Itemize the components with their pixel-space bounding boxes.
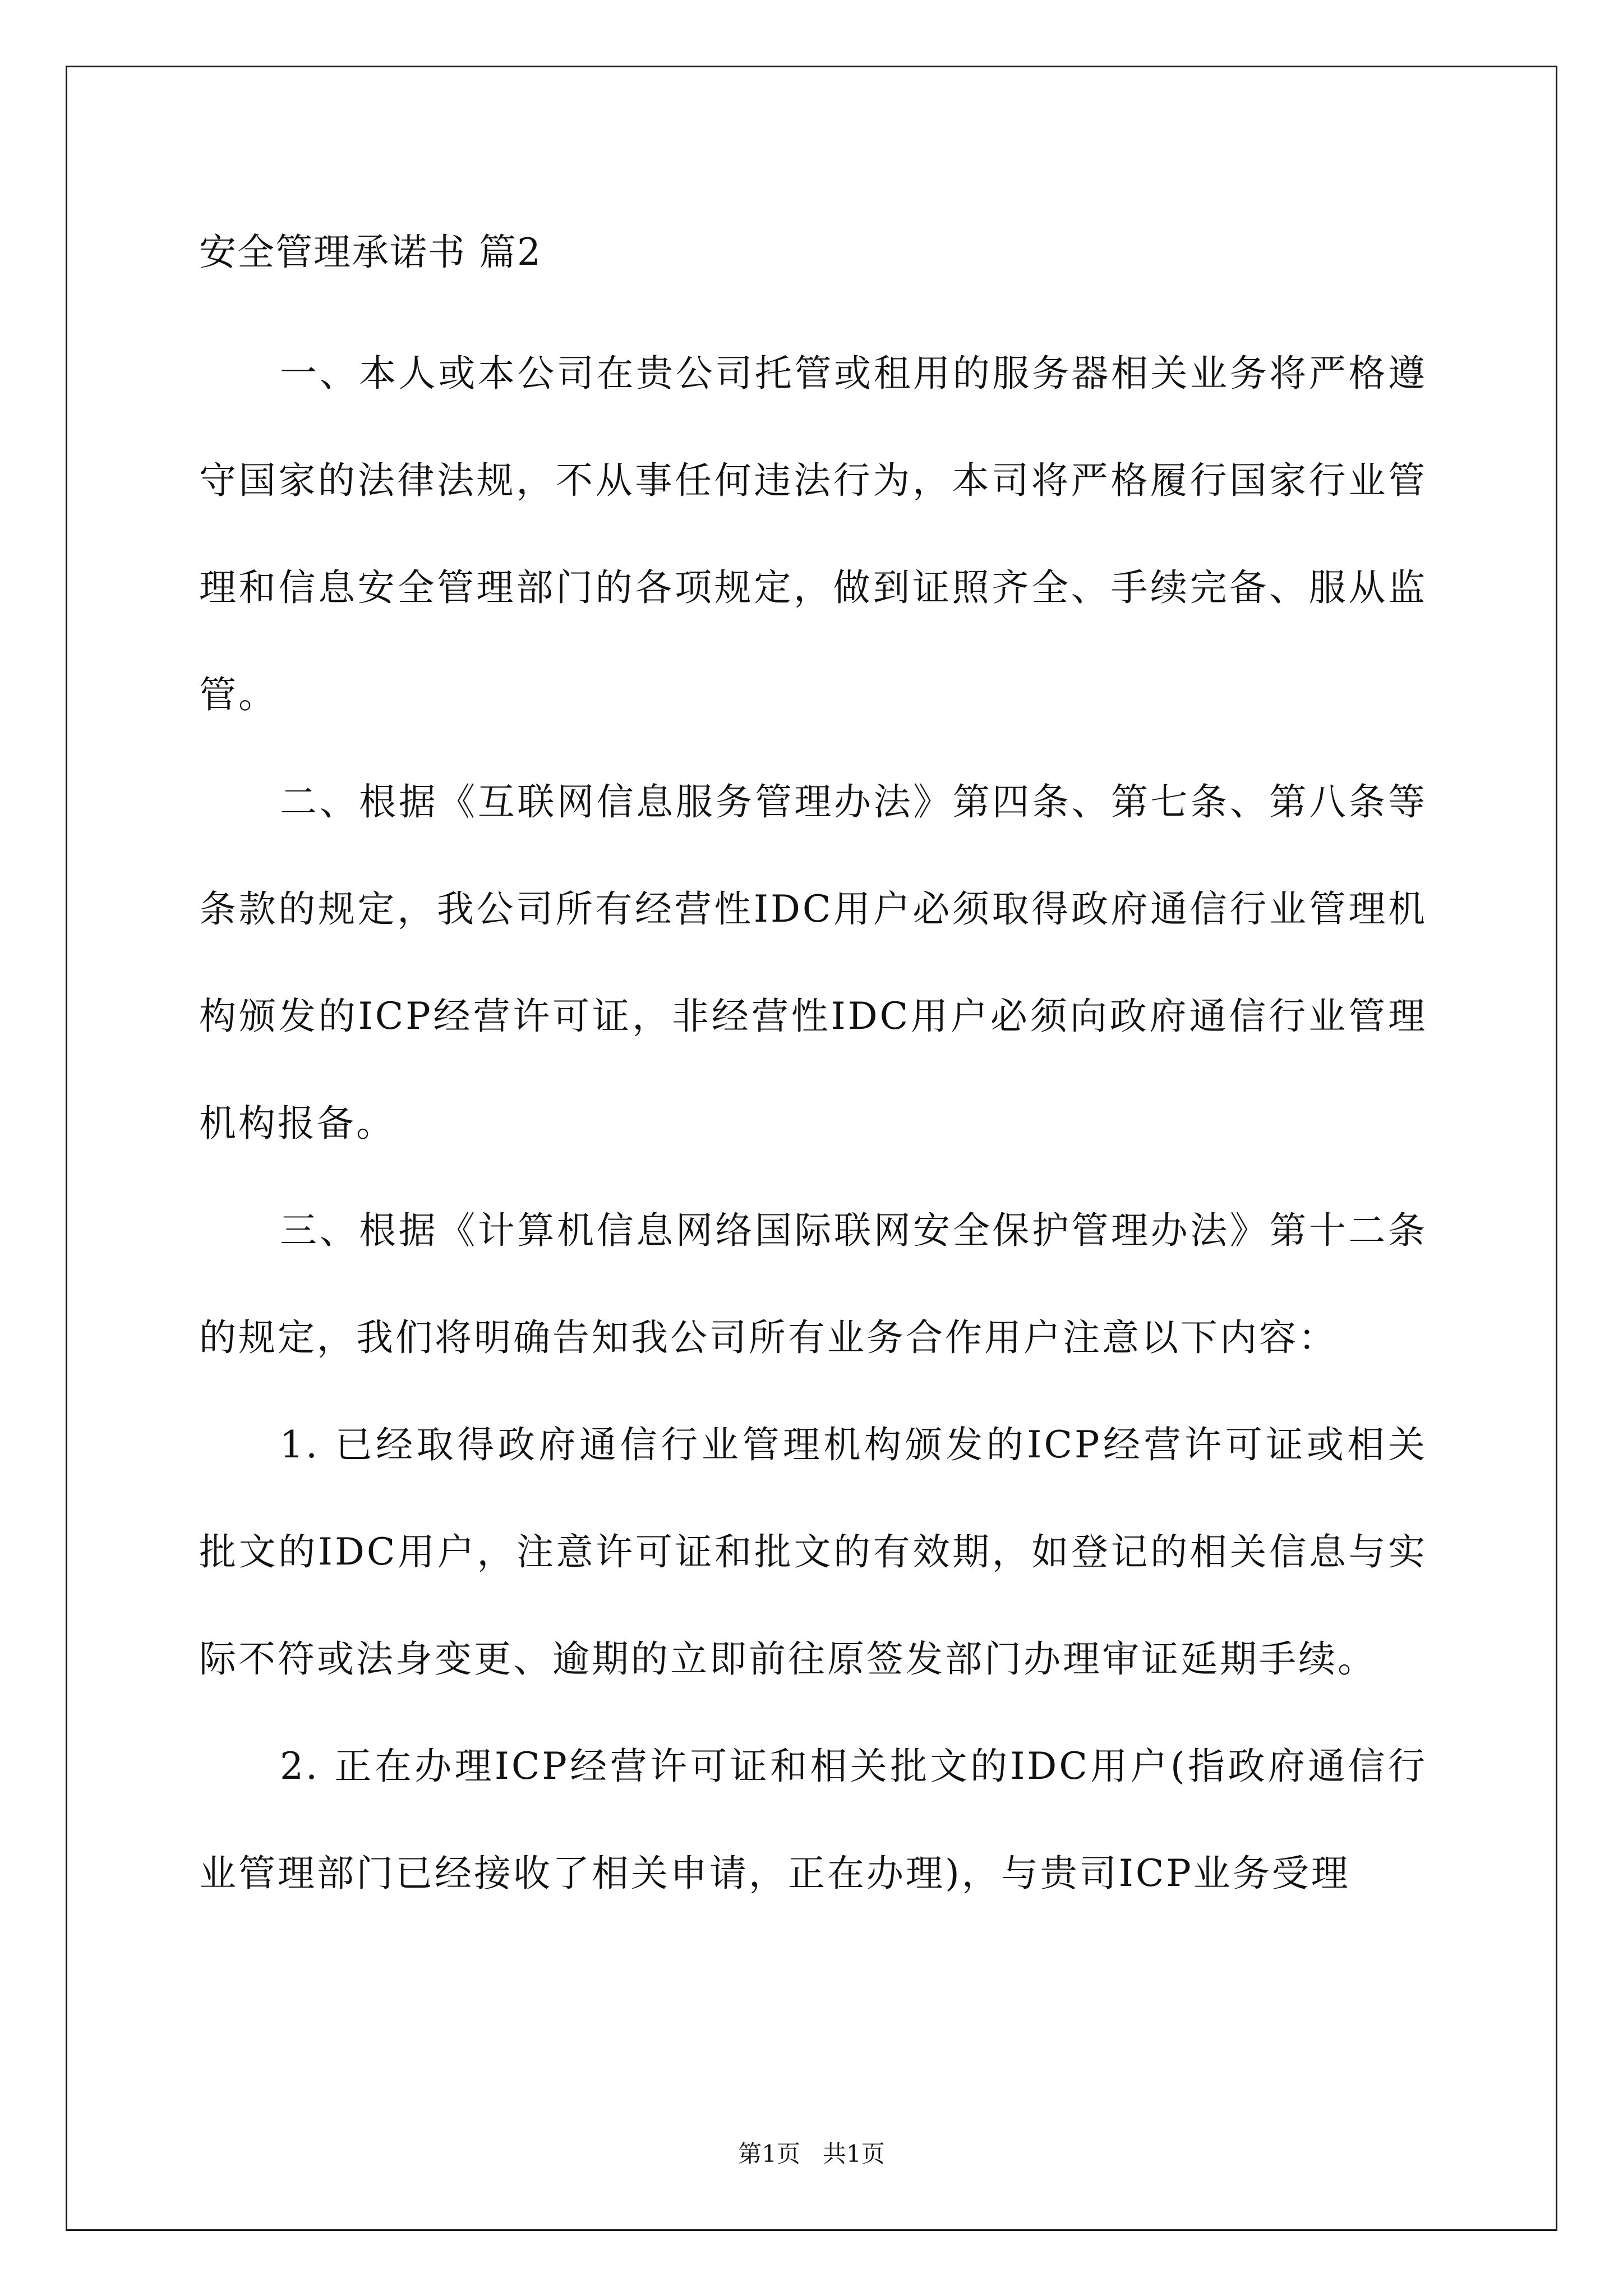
paragraph-5: 2. 正在办理ICP经营许可证和相关批文的IDC用户(指政府通信行业管理部门已经接收了相关申请，正在办理)，与贵司ICP业务受理 [199,1745,1427,1895]
paragraph-4: 1. 已经取得政府通信行业管理机构颁发的ICP经营许可证或相关批文的IDC用户，注意许可证和批文的有效期，如登记的相关信息与实际不符或法身变更、逾期的立即前往原签发部门办理审证延期手续。 [199,1423,1427,1681]
document-title: 安全管理承诺书 篇2 [199,231,542,274]
paragraph-3: 三、根据《计算机信息网络国际联网安全保护管理办法》第十二条的规定，我们将明确告知我公司所有业务合作用户注意以下内容： [199,1209,1427,1359]
paragraph-1: 一、本人或本公司在贵公司托管或租用的服务器相关业务将严格遵守国家的法律法规，不从事任何违法行为，本司将严格履行国家行业管理和信息安全管理部门的各项规定，做到证照齐全、手续完备、服从监管。 [199,352,1427,716]
page-footer: 第1页 共1页 [738,2140,885,2168]
paragraph-2: 二、根据《互联网信息服务管理办法》第四条、第七条、第八条等条款的规定，我公司所有经营性IDC用户必须取得政府通信行业管理机构颁发的ICP经营许可证，非经营性IDC用户必须向政府通信行业管理机构报备。 [199,780,1427,1145]
document-body [199,213,1427,1927]
